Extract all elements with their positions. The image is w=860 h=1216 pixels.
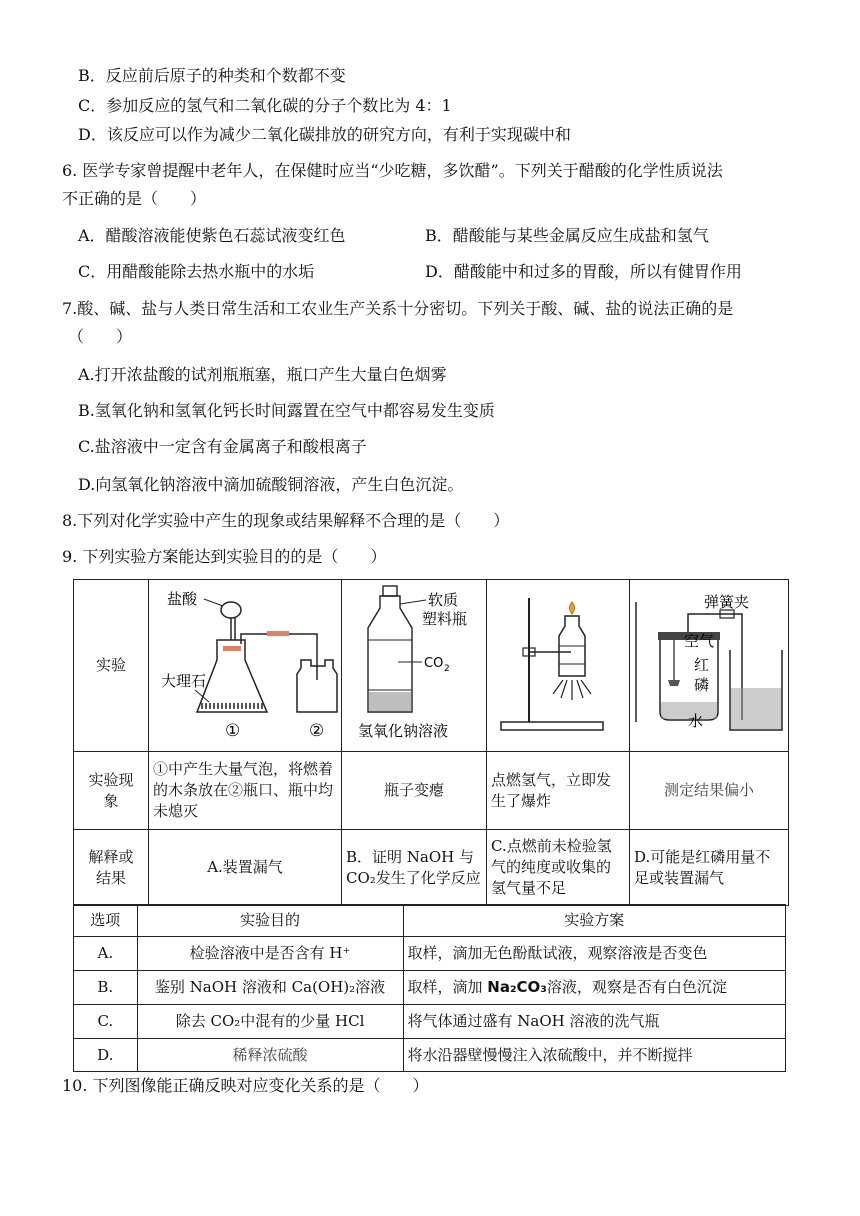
row-goal: 除去 CO₂中混有的少量 HCl xyxy=(137,1005,403,1039)
q6-stem-line1: 6. 医学专家曾提醒中老年人，在保健时应当“少吃糖，多饮醋”。下列关于醋酸的化学性质说法 xyxy=(62,161,723,180)
hydrogen-ignition-diagram xyxy=(487,580,629,745)
row-label-experiment: 实验 xyxy=(74,580,149,752)
row-option: C. xyxy=(74,1005,138,1039)
row-plan-chem: Na₂CO₃ xyxy=(487,978,547,996)
q6-option-b: B．醋酸能与某些金属反应生成盐和氢气 xyxy=(425,226,709,245)
phenomenon-a: ①中产生大量气泡，将燃着的木条放在②瓶口、瓶中均未熄灭 xyxy=(149,752,342,830)
phenomenon-d: 测定结果偏小 xyxy=(630,752,789,830)
q7-option-a: A.打开浓盐酸的试剂瓶瓶塞，瓶口产生大量白色烟雾 xyxy=(78,365,447,384)
row-goal: 检验溶液中是否含有 H⁺ xyxy=(137,937,403,971)
q7-option-d: D.向氢氧化钠溶液中滴加硫酸铜溶液，产生白色沉淀。 xyxy=(78,475,464,494)
table-row xyxy=(74,1005,786,1039)
header-option: 选项 xyxy=(74,905,138,937)
label-soft: 软质 xyxy=(428,591,459,609)
label-co2-subscript: 2 xyxy=(444,664,450,674)
table-row xyxy=(74,937,786,971)
label-co2: CO xyxy=(424,656,444,671)
row-plan xyxy=(403,971,786,1005)
experiment-table xyxy=(73,579,789,906)
q7-option-c: C.盐溶液中一定含有金属离子和酸根离子 xyxy=(78,437,367,456)
red-phosphorus-diagram xyxy=(630,580,788,745)
row-plan: 取样，滴加无色酚酞试液，观察溶液是否变色 xyxy=(403,937,786,971)
label-marble: 大理石 xyxy=(161,672,207,690)
fig-red-phosphorus xyxy=(630,580,789,752)
row-option: A. xyxy=(74,937,138,971)
header-goal: 实验目的 xyxy=(137,905,403,937)
label-flask-1: ① xyxy=(225,721,241,741)
q6-option-c: C．用醋酸能除去热水瓶中的水垢 xyxy=(78,262,315,281)
row-goal: 稀释浓硫酸 xyxy=(137,1039,403,1072)
soft-bottle-diagram xyxy=(342,580,486,745)
explanation-d: D.可能是红磷用量不足或装置漏气 xyxy=(630,830,789,906)
explanation-b: B．证明 NaOH 与 CO₂发生了化学反应 xyxy=(342,830,487,906)
row-plan: 将气体通过盛有 NaOH 溶液的洗气瓶 xyxy=(403,1005,786,1039)
q5-option-b: B．反应前后原子的种类和个数都不变 xyxy=(78,66,346,85)
q5-option-c: C．参加反应的氢气和二氧化碳的分子个数比为 4：1 xyxy=(78,96,452,115)
row-label-phenomenon-text: 实验现象 xyxy=(88,770,134,810)
phenomenon-c: 点燃氢气，立即发生了爆炸 xyxy=(487,752,630,830)
table-row xyxy=(74,971,786,1005)
label-water: 水 xyxy=(688,712,704,730)
q7-stem-line2: （ ） xyxy=(68,327,133,346)
q5-option-d: D．该反应可以作为减少二氧化碳排放的研究方向，有利于实现碳中和 xyxy=(78,125,571,144)
row-goal: 鉴别 NaOH 溶液和 Ca(OH)₂溶液 xyxy=(137,971,403,1005)
q6-option-d: D．醋酸能中和过多的胃酸，所以有健胃作用 xyxy=(425,262,742,281)
q7-stem-line1: 7.酸、碱、盐与人类日常生活和工农业生产关系十分密切。下列关于酸、碱、盐的说法正确的是 xyxy=(62,299,734,318)
label-phosphorus: 磷 xyxy=(694,676,710,694)
q10-stem: 10. 下列图像能正确反映对应变化关系的是（ ） xyxy=(62,1076,429,1095)
label-naoh-solution: 氢氧化钠溶液 xyxy=(358,722,449,740)
label-plastic-bottle: 塑料瓶 xyxy=(422,610,468,628)
q8-stem: 8.下列对化学实验中产生的现象或结果解释不合理的是（ ） xyxy=(62,511,510,530)
header-plan: 实验方案 xyxy=(403,905,786,937)
label-hydrochloric-acid: 盐酸 xyxy=(167,590,198,608)
row-label-explanation xyxy=(74,830,149,906)
label-air: 空气 xyxy=(684,632,715,650)
row-label-phenomenon xyxy=(74,752,149,830)
phenomenon-b: 瓶子变瘪 xyxy=(342,752,487,830)
q6-option-a: A．醋酸溶液能使紫色石蕊试液变红色 xyxy=(78,226,346,245)
table-row xyxy=(74,1039,786,1072)
label-red: 红 xyxy=(694,656,710,674)
co2-apparatus-diagram xyxy=(149,580,341,745)
q6-stem-line2: 不正确的是（ ） xyxy=(62,189,207,208)
label-spring-clip: 弹簧夹 xyxy=(704,593,750,611)
row-plan: 将水沿器壁慢慢注入浓硫酸中，并不断搅拌 xyxy=(403,1039,786,1072)
label-bottle-2: ② xyxy=(309,721,325,741)
row-option: D. xyxy=(74,1039,138,1072)
fig-hydrogen-ignition xyxy=(487,580,630,752)
row-plan-post: 溶液，观察是否有白色沉淀 xyxy=(546,978,727,996)
plan-table xyxy=(73,904,786,1072)
fig-co2-generation xyxy=(149,580,342,752)
row-plan-pre: 取样，滴加 xyxy=(407,978,488,996)
q9-stem: 9. 下列实验方案能达到实验目的的是（ ） xyxy=(62,547,387,566)
row-option: B. xyxy=(74,971,138,1005)
row-label-explanation-text: 解释或结果 xyxy=(88,847,134,887)
q7-option-b: B.氢氧化钠和氢氧化钙长时间露置在空气中都容易发生变质 xyxy=(78,401,495,420)
fig-soft-bottle xyxy=(342,580,487,752)
explanation-a: A.装置漏气 xyxy=(149,830,342,906)
explanation-c: C.点燃前未检验氢气的纯度或收集的氢气量不足 xyxy=(487,830,630,906)
